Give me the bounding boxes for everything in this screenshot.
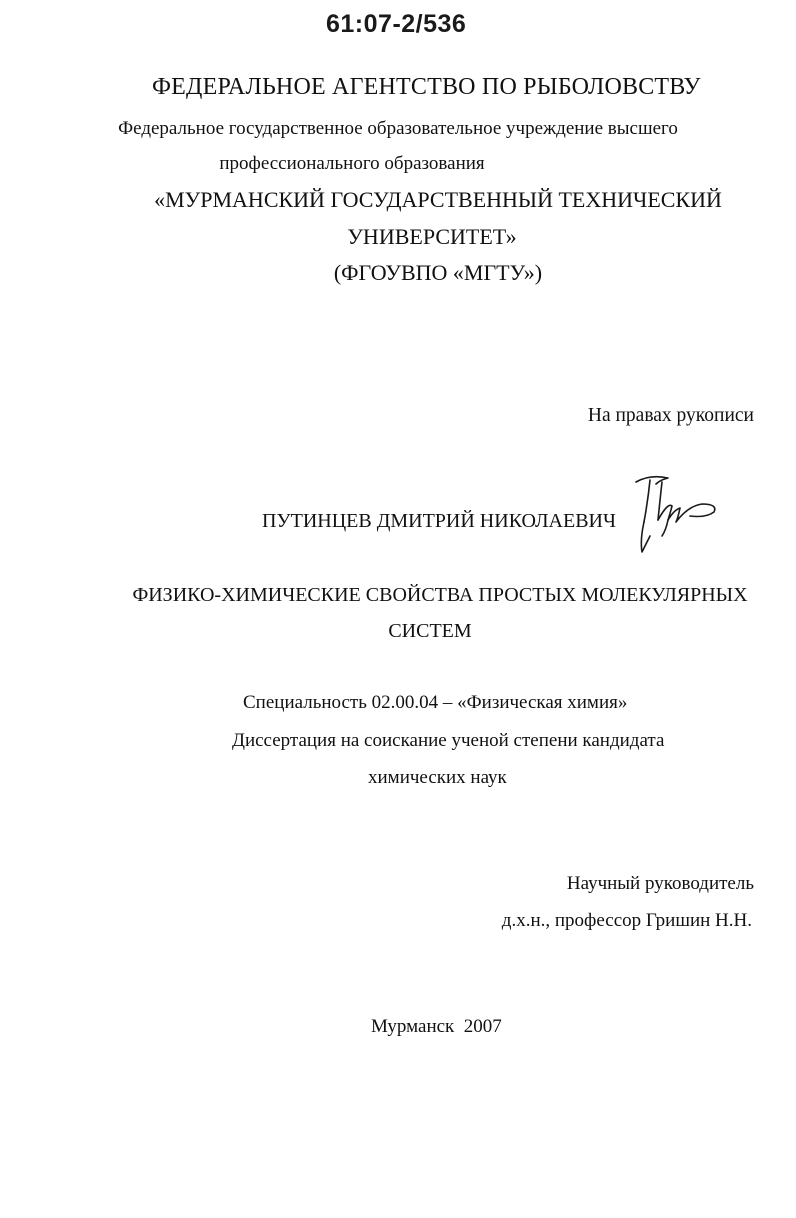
university-line-2: УНИВЕРСИТЕТ» [347,224,517,249]
institution-line-1: Федеральное государственное образовательное учреждение высшего [118,118,678,139]
university-abbreviation: (ФГОУВПО «МГТУ») [333,260,543,285]
supervisor-name: д.х.н., профессор Гришин Н.Н. [501,910,752,931]
city-year: Мурманск 2007 [371,1016,502,1037]
thesis-title-line-1: ФИЗИКО-ХИМИЧЕСКИЕ СВОЙСТВА ПРОСТЫХ МОЛЕКУЛЯРНЫХ [132,584,748,606]
dissertation-degree-line-1: Диссертация на соискание ученой степени кандидата [232,730,665,751]
supervisor-label: Научный руководитель [566,873,754,894]
archive-stamp-code: 61:07-2/536 [326,10,467,38]
author-signature [628,470,728,570]
specialty-line: Специальность 02.00.04 – «Физическая химия» [243,692,628,713]
author-name: ПУТИНЦЕВ ДМИТРИЙ НИКОЛАЕВИЧ [262,510,616,532]
university-line-1: «МУРМАНСКИЙ ГОСУДАРСТВЕННЫЙ ТЕХНИЧЕСКИЙ [154,187,722,212]
dissertation-degree-line-2: химических наук [368,767,507,788]
thesis-title-line-2: СИСТЕМ [388,620,472,642]
institution-line-2: профессионального образования [219,153,485,174]
signature-icon [628,470,728,565]
agency-heading: ФЕДЕРАЛЬНОЕ АГЕНТСТВО ПО РЫБОЛОВСТВУ [152,74,701,100]
manuscript-rights-note: На правах рукописи [587,405,754,426]
